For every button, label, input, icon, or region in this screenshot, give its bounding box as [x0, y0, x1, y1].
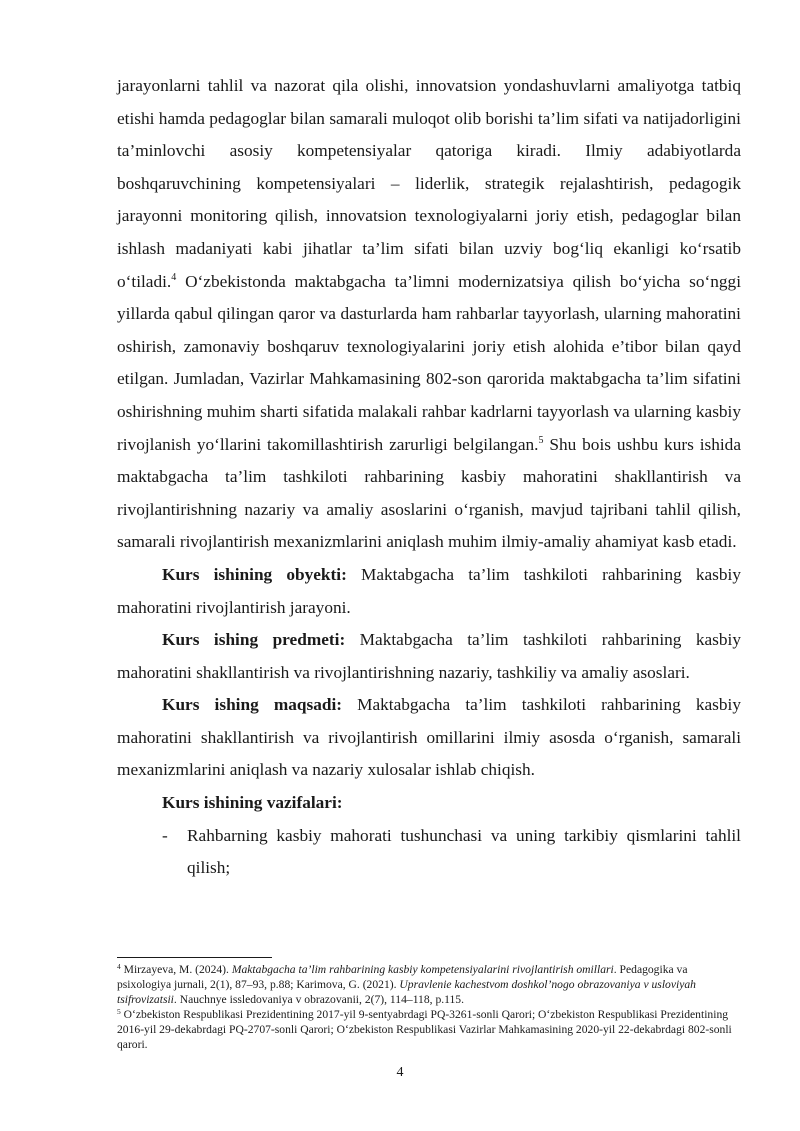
- footnote-reference: 4: [171, 271, 177, 283]
- footnote-number: 4: [117, 962, 121, 971]
- footnote-text: . Pedagogika va psixologiya jurnali, 2(1), 87–93, p.88; Karimova, G. (2021).: [117, 963, 688, 992]
- tasks-heading: [117, 787, 741, 820]
- footnote-text: O‘zbekiston Respublikasi Prezidentining 2017-yil 9-sentyabrdagi PQ-3261-sonli Qarori; O‘zbekiston Respublikasi Prezidentining 2016-yil 29-dekabrdagi PQ-2707-sonli Qarori; O‘zbekiston Respublikasi Vazirlar Mahkamasining 2020-yil 22-dekabrdagi 802-sonli qarori.: [117, 1008, 732, 1052]
- object-text: Maktabgacha ta’lim tashkiloti rahbarining kasbiy mahoratini rivojlantirish jarayoni.: [117, 564, 741, 617]
- goal-text: Maktabgacha ta’lim tashkiloti rahbarining kasbiy mahoratini shakllantirish va rivojlantirish omillarini ilmiy asosda o‘rganish, samarali mexanizmlarini aniqlash va nazariy xulosalar ishlab chiqish.: [117, 695, 741, 780]
- subject-text: Maktabgacha ta’lim tashkiloti rahbarining kasbiy mahoratini shakllantirish va rivojlantirishning nazariy, tashkiliy va amaliy asoslari.: [117, 630, 741, 682]
- footnote-reference: 5: [538, 434, 544, 446]
- footnote-number: 5: [117, 1007, 121, 1017]
- body-text: [117, 70, 741, 885]
- footnote-title: Upravlenie kachestvom doshkol’nogo obrazovaniya v usloviyah tsifrovizatsii: [117, 978, 696, 1007]
- goal-label: Kurs ishing maqsadi:: [162, 695, 343, 715]
- footnote: [117, 1007, 741, 1052]
- object-label: Kurs ishining obyekti:: [162, 564, 347, 584]
- list-item-text: Rahbarning kasbiy mahorati tushunchasi va uning tarkibiy qismlarini tahlil qilish;: [187, 825, 741, 878]
- list-dash: -: [162, 825, 168, 845]
- paragraph-text: Shu bois ushbu kurs ishida maktabgacha ta’lim tashkiloti rahbarining kasbiy mahoratini shakllantirish va rivojlantirishning nazariy va amaliy asoslarini o‘rganish, mavjud tajribani tahlil qilish, samarali rivojlantirish mexanizmlarini aniqlash muhim ilmiy-amaliy ahamiyat kasb etadi.: [117, 434, 741, 552]
- tasks-label: Kurs ishining vazifalari:: [162, 793, 343, 813]
- footnote-text: Mirzayeva, M. (2024).: [120, 963, 232, 976]
- paragraph-text: O‘zbekistonda maktabgacha ta’limni modernizatsiya qilish bo‘yicha so‘nggi yillarda qabul qilingan qaror va dasturlarda ham rahbarlar tayyorlash, ularning mahoratini oshirish, zamonaviy boshqaruv texnologiyalarini joriy etish alohida e’tibor bilan qayd etilgan. Jumladan, Vazirlar Mahkamasining 802-son qarorida maktabgacha ta’lim sifatini oshirishning muhim sharti sifatida malakali rahbar kadrlarni tayyorlash va ularning kasbiy rivojlanish yo‘llarini takomillashtirish zarurligi belgilangan.: [117, 271, 741, 454]
- list-item: [117, 820, 741, 885]
- subject-label: Kurs ishing predmeti:: [162, 630, 346, 650]
- goal-paragraph: [117, 689, 741, 787]
- object-paragraph: [117, 559, 741, 624]
- footnote-text: . Nauchnye issledovaniya v obrazovanii, 2(7), 114–118, p.115.: [173, 993, 465, 1007]
- footnote: [117, 962, 741, 1007]
- footnote-separator: [117, 957, 272, 958]
- footnote-title: Maktabgacha ta’lim rahbarining kasbiy kompetensiyalarini rivojlantirish omillari: [231, 963, 614, 976]
- subject-paragraph: [117, 624, 741, 689]
- paragraph-text: jarayonlarni tahlil va nazorat qila olishi, innovatsion yondashuvlarni amaliyotga tatbiq etishi hamda pedagoglar bilan samarali muloqot olib borishi ta’lim sifati va natijadorligini ta’minlovchi asosiy kompetensiyalar qatoriga kiradi. Ilmiy adabiyotlarda boshqaruvchining kompetensiyalari – liderlik, strategik rejalashtirish, pedagogik jarayonni monitoring qilish, innovatsion texnologiyalarni joriy etish, pedagoglar bilan ishlash madaniyati kabi jihatlar ta’lim sifati bilan uzviy bog‘liq ekanligi ko‘rsatib o‘tiladi.: [117, 76, 741, 291]
- footnotes: [117, 962, 741, 1053]
- intro-paragraph: [117, 70, 741, 559]
- page-number: 4: [396, 1065, 404, 1080]
